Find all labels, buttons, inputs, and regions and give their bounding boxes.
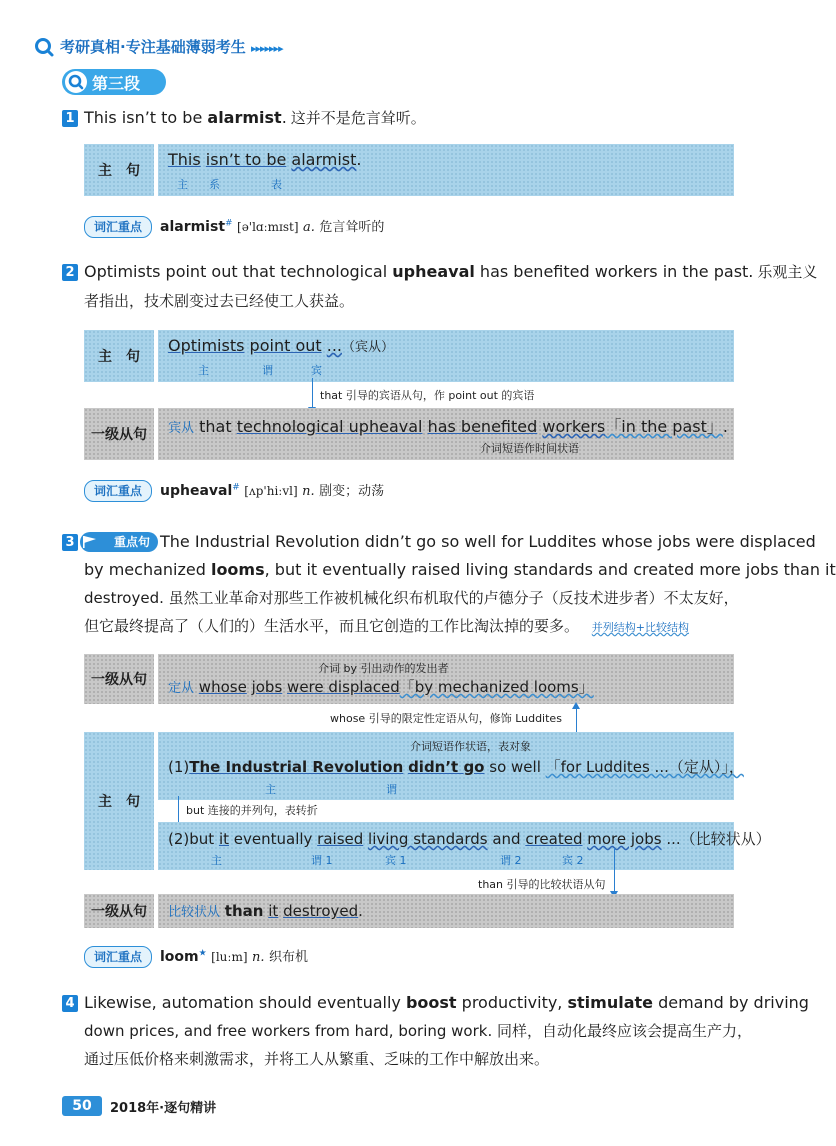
s2-sub-verb: has benefited <box>427 417 538 436</box>
sentence-number: 2 <box>62 264 78 281</box>
s1-verb: isn’t to be <box>205 150 287 169</box>
sentence-number: 1 <box>62 110 78 127</box>
box-label-sub: 一级从句 <box>84 894 154 928</box>
s3-rel-sentence <box>168 676 594 697</box>
key-sentence-tag <box>80 532 158 552</box>
s2-sub-end: . <box>722 417 728 436</box>
vocab-meaning: 剧变；动荡 <box>319 484 385 499</box>
vocab-mark: # <box>225 218 233 229</box>
vocab-tag: 词汇重点 <box>84 216 152 238</box>
header-arrows: ▸▸▸▸▸▸▸ <box>250 42 283 55</box>
s3-line-1: The Industrial Revolution didn’t go so well for Luddites whose jobs were displaced <box>160 532 816 551</box>
s2-obj: ... <box>326 336 342 355</box>
s2-sub-sentence <box>168 414 728 437</box>
s3-c2-and: and <box>487 830 526 848</box>
s3-cmp-end: . <box>358 902 363 920</box>
arrow-connector <box>312 378 313 408</box>
s1-en-post: . <box>281 108 287 127</box>
s2-en-post: has benefited workers in the past. <box>474 262 754 281</box>
s3-rel-subj: jobs <box>251 678 283 696</box>
s3-cmp-sentence <box>168 901 363 920</box>
role-label: 谓 <box>262 364 273 377</box>
s2-obj-note: （宾从） <box>342 340 395 355</box>
role-label: 表 <box>271 178 282 191</box>
s3-c1-verb: didn’t go <box>408 758 485 776</box>
s3-line2-post: , but it eventually raised living standards and created more jobs than it <box>264 560 836 579</box>
s2-verb: point out <box>249 336 322 355</box>
s2-subj: Optimists <box>168 336 245 355</box>
connector-line <box>178 796 179 824</box>
box-label-sub: 一级从句 <box>84 654 154 704</box>
s3-c1-post: so well <box>484 758 541 776</box>
s1-en-keyword: alarmist <box>207 108 282 127</box>
vocab-phonetic: [ə'lɑːmɪst] <box>237 220 299 234</box>
s1-zh: 这并不是危言耸听。 <box>290 109 426 127</box>
s3-line2-pre: by mechanized <box>84 560 211 579</box>
s2-sub-adv: 「in the past」 <box>605 417 723 436</box>
s4-mid-1: productivity, <box>456 993 568 1012</box>
s3-clause-2 <box>168 828 771 849</box>
box-label-main: 主 句 <box>84 144 154 196</box>
s1-en-pre: This isn’t to be <box>84 108 208 127</box>
arrow-connector <box>614 848 615 892</box>
role-label: 主 <box>198 364 209 377</box>
role-label: 主 <box>177 178 188 191</box>
vocab-word: upheaval <box>160 483 233 499</box>
search-logo-icon <box>34 37 54 57</box>
s3-main-note: 介词短语作状语，表对象 <box>410 740 531 753</box>
s2-vocab-entry <box>160 480 384 499</box>
s4-line-3: 通过压低价格来刺激需求，并将工人从繁重、乏味的工作中解放出来。 <box>84 1050 550 1068</box>
s3-cmp-than: than <box>224 902 264 920</box>
s2-en-pre: Optimists point out that technological <box>84 262 393 281</box>
s3-line-2 <box>84 556 836 584</box>
s3-c1-subj: The Industrial Revolution <box>189 758 404 776</box>
vocab-tag: 词汇重点 <box>84 480 152 502</box>
page-number: 50 <box>62 1096 102 1116</box>
s4-pre: Likewise, automation should eventually <box>84 993 406 1012</box>
s3-c2-subj: it <box>218 830 229 848</box>
s3-rel-adv: 「by mechanized looms」 <box>399 678 594 696</box>
s3-structure-note: 并列结构+比较结构 <box>591 621 690 634</box>
vocab-mark: # <box>232 482 240 493</box>
vocab-pos: n. <box>251 950 265 965</box>
s1-subj: This <box>168 150 201 169</box>
role-label: 谓 <box>386 783 397 796</box>
vocab-phonetic: [ʌp'hiːvl] <box>244 484 298 498</box>
vocab-word: loom <box>160 949 199 965</box>
s4-line-2: down prices, and free workers from hard, boring work. 同样，自动化最终应该会提高生产力， <box>84 1022 752 1040</box>
s3-c2-v2: created <box>525 830 583 848</box>
s2-sub-note: 介词短语作时间状语 <box>480 442 579 455</box>
s3-rel-whose: whose <box>198 678 247 696</box>
s3-cmp-note: than 引导的比较状语从句 <box>478 878 606 891</box>
flag-icon <box>82 535 98 549</box>
clause-tag: 定从 <box>168 681 195 696</box>
s3-c2-adv: eventually <box>229 830 318 848</box>
vocab-tag: 词汇重点 <box>84 946 152 968</box>
s2-arrow-note: that 引导的宾语从句，作 point out 的宾语 <box>320 389 535 402</box>
role-label: 谓 1 <box>311 854 333 867</box>
s2-en-keyword: upheaval <box>392 262 475 281</box>
s2-sub-subj: technological upheaval <box>236 417 423 436</box>
role-label: 系 <box>209 178 220 191</box>
header-title-text: 考研真相·专注基础薄弱考生 <box>60 38 246 56</box>
sentence-1-text <box>84 104 426 132</box>
role-label: 主 <box>211 854 222 867</box>
vocab-word: alarmist <box>160 219 226 235</box>
vocab-mark: ★ <box>198 948 207 959</box>
s2-main-sentence <box>168 336 394 355</box>
vocab-pos: a. <box>303 220 315 235</box>
s3-c2-o1: living standards <box>368 830 488 848</box>
s3-rel-verb: were displaced <box>287 678 400 696</box>
s3-c1-pre: (1) <box>168 758 190 776</box>
s3-but-note: but 连接的并列句，表转折 <box>186 804 318 817</box>
sentence-number: 4 <box>62 995 78 1012</box>
s3-c2-end: ...（比较状从） <box>661 830 771 848</box>
clause-tag: 比较状从 <box>168 905 221 920</box>
s3-line4-text: 但它最终提高了（人们的）生活水平，而且它创造的工作比淘汰掉的要多。 <box>84 617 580 635</box>
s2-sub-obj: workers <box>542 417 606 436</box>
s4-keyword-1: boost <box>405 993 457 1012</box>
key-sentence-label: 重点句 <box>113 535 150 549</box>
vocab-phonetic: [luːm] <box>211 950 248 964</box>
s3-keyword: looms <box>210 560 265 579</box>
s3-c2-v1: raised <box>317 830 364 848</box>
s3-line-4 <box>84 612 689 642</box>
s3-cmp-subj: it <box>268 902 279 920</box>
s2-zh-b: 者指出，技术剧变过去已经使工人获益。 <box>84 292 355 310</box>
s4-line-1 <box>84 989 809 1017</box>
s2-conj: that <box>199 417 232 436</box>
sentence-2-text <box>84 258 817 286</box>
box-label-main: 主 句 <box>84 732 154 870</box>
role-label: 宾 1 <box>385 854 407 867</box>
s3-line-3: destroyed. 虽然工业革命对那些工作被机械化织布机取代的卢德分子（反技术进步者）不太友好， <box>84 589 739 607</box>
s4-mid-2: demand by driving <box>652 993 809 1012</box>
vocab-meaning: 织布机 <box>268 950 308 965</box>
header-title <box>60 36 283 57</box>
s2-zh-a: 乐观主义 <box>757 263 818 281</box>
s3-c1-adv: 「for Luddites ...（定从）」， <box>545 758 744 776</box>
role-label: 宾 2 <box>562 854 584 867</box>
s3-cmp-verb: destroyed <box>283 902 359 920</box>
s3-vocab-entry <box>160 946 308 965</box>
s3-rel-arrow-note: whose 引导的限定性定语从句，修饰 Luddites <box>330 712 562 725</box>
s3-clause-1 <box>168 756 744 777</box>
s3-c2-o2: more jobs <box>587 830 662 848</box>
role-label: 谓 2 <box>500 854 522 867</box>
clause-tag: 宾从 <box>168 421 195 436</box>
s4-keyword-2: stimulate <box>567 993 653 1012</box>
s3-c2-pre: (2)but <box>168 830 219 848</box>
footer-title: 2018年·逐句精讲 <box>110 1101 217 1116</box>
role-label: 主 <box>265 783 276 796</box>
vocab-pos: n. <box>302 484 315 499</box>
box-label-main: 主 句 <box>84 330 154 382</box>
section-title: 第三段 <box>92 74 141 93</box>
vocab-meaning: 危言耸听的 <box>319 220 385 235</box>
s1-vocab-entry <box>160 216 384 235</box>
s1-pred: alarmist <box>291 150 357 169</box>
section-search-icon <box>64 70 88 94</box>
s3-rel-note: 介词 by 引出动作的发出者 <box>318 662 449 675</box>
box-label-sub: 一级从句 <box>84 408 154 460</box>
role-label: 宾 <box>311 364 322 377</box>
s1-analysis-sentence: This isn’t to be alarmist. <box>168 150 362 169</box>
sentence-number: 3 <box>62 534 78 551</box>
